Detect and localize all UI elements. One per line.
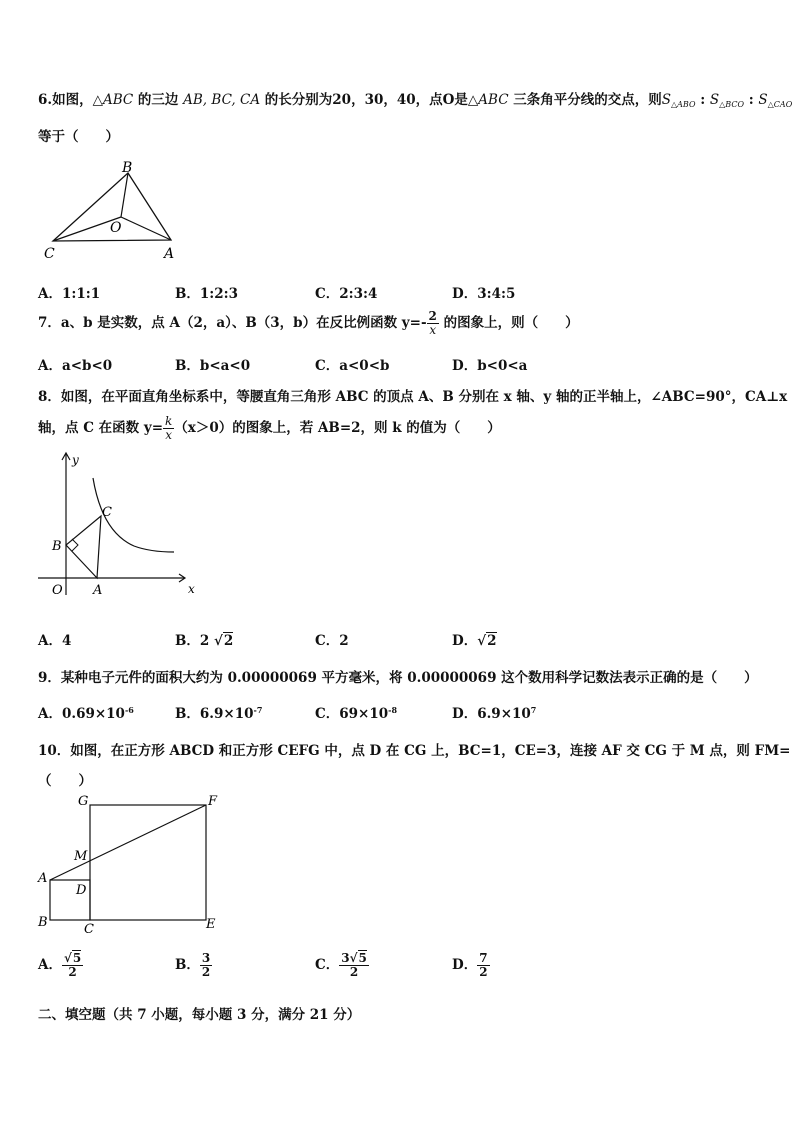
q10-stem-line2: （ ）	[38, 773, 92, 789]
q6-option-d: D．3:4:5	[452, 286, 516, 302]
segment-af	[50, 805, 206, 880]
q9-stem: 9．某种电子元件的面积大约为 0.00000069 平方毫米，将 0.00000069 这个数用科学记数法表示正确的是（ ）	[38, 670, 758, 686]
label-x: x	[188, 582, 195, 596]
q7-option-b: B．b<a<0	[175, 358, 251, 374]
label-B: B	[52, 539, 62, 554]
q9-option-b: B．$6.9\times 10^{-7}$	[175, 705, 263, 722]
label-y: y	[72, 453, 79, 467]
label-A: A	[93, 583, 103, 598]
label-O: O	[52, 583, 63, 598]
q10-option-b: B． $\frac{3}{2}$	[175, 951, 211, 980]
q6-stem: 6.如图，△ABC 的三边 AB, BC, CA 的长分别为20，30，40，点O是△ABC 三条角平分线的交点，则$S_{\triangle ABO}$ : $S_{\triangle BCO}$ : $S_{\triangle CAO}$	[38, 92, 793, 109]
q7-option-d: D．b<0<a	[452, 358, 528, 374]
label-O: O	[110, 220, 122, 236]
q8-stem-line2: 轴，点 C 在函数 y= $\frac{k}{x}$ （x＞0）的图象上，若 AB=2，则 k 的值为（ ）	[38, 414, 501, 443]
label-A: A	[38, 871, 48, 886]
q9-option-a: A．$0.69\times 10^{-6}$	[38, 705, 134, 722]
label-E: E	[206, 917, 216, 932]
q8-option-b: B．2 √2	[175, 633, 234, 649]
label-C: C	[84, 922, 94, 935]
q8-stem-line1: 8．如图，在平面直角坐标系中，等腰直角三角形 ABC 的顶点 A、B 分别在 x 轴、y 轴的正半轴上，∠ABC=90°，CA⊥x	[38, 389, 788, 405]
label-C: C	[102, 505, 112, 520]
q8-option-c: C．2	[315, 633, 349, 649]
q6-triangle-figure	[38, 155, 188, 265]
right-angle-mark	[72, 539, 78, 551]
label-B: B	[122, 160, 133, 176]
q8-coordinate-figure	[38, 450, 208, 600]
q8-option-d: D．√2	[452, 633, 497, 649]
q10-stem-line1: 10．如图，在正方形 ABCD 和正方形 CEFG 中，点 D 在 CG 上，BC=1，CE=3，连接 AF 交 CG 于 M 点，则 FM=	[38, 743, 791, 759]
label-C: C	[44, 246, 55, 262]
label-F: F	[208, 794, 218, 809]
q10-squares-figure	[36, 790, 226, 935]
label-G: G	[78, 794, 89, 809]
q10-option-d: D． $\frac{7}{2}$	[452, 951, 488, 980]
label-D: D	[76, 883, 87, 898]
q9-option-c: C．$69\times 10^{-8}$	[315, 705, 398, 722]
label-B: B	[38, 915, 48, 930]
q6-option-c: C．2:3:4	[315, 286, 378, 302]
q10-option-c: C． $\frac{3√5}{2}$	[315, 951, 367, 980]
q6-stem-line2: 等于（ ）	[38, 129, 119, 145]
q7-option-a: A．a<b<0	[38, 358, 113, 374]
q10-option-a: A． $\frac{√5}{2}$	[38, 951, 82, 980]
label-M: M	[74, 849, 88, 864]
segment-bo	[121, 173, 128, 217]
label-A: A	[164, 246, 175, 262]
q8-option-a: A．4	[38, 633, 72, 649]
triangle-abc	[66, 516, 101, 578]
q7-option-c: C．a<0<b	[315, 358, 390, 374]
square-cefg	[90, 805, 206, 920]
q9-option-d: D．$6.9\times 10^7$	[452, 705, 537, 722]
section-2-heading: 二、填空题（共 7 小题，每小题 3 分，满分 21 分）	[38, 1007, 361, 1023]
q6-option-a: A．1:1:1	[38, 286, 101, 302]
q6-option-b: B．1:2:3	[175, 286, 239, 302]
q7-stem: 7．a、b 是实数，点 A（2，a）、B（3，b）在反比例函数 y=- $\frac{2}{x}$ 的图象上，则（ ）	[38, 309, 579, 338]
